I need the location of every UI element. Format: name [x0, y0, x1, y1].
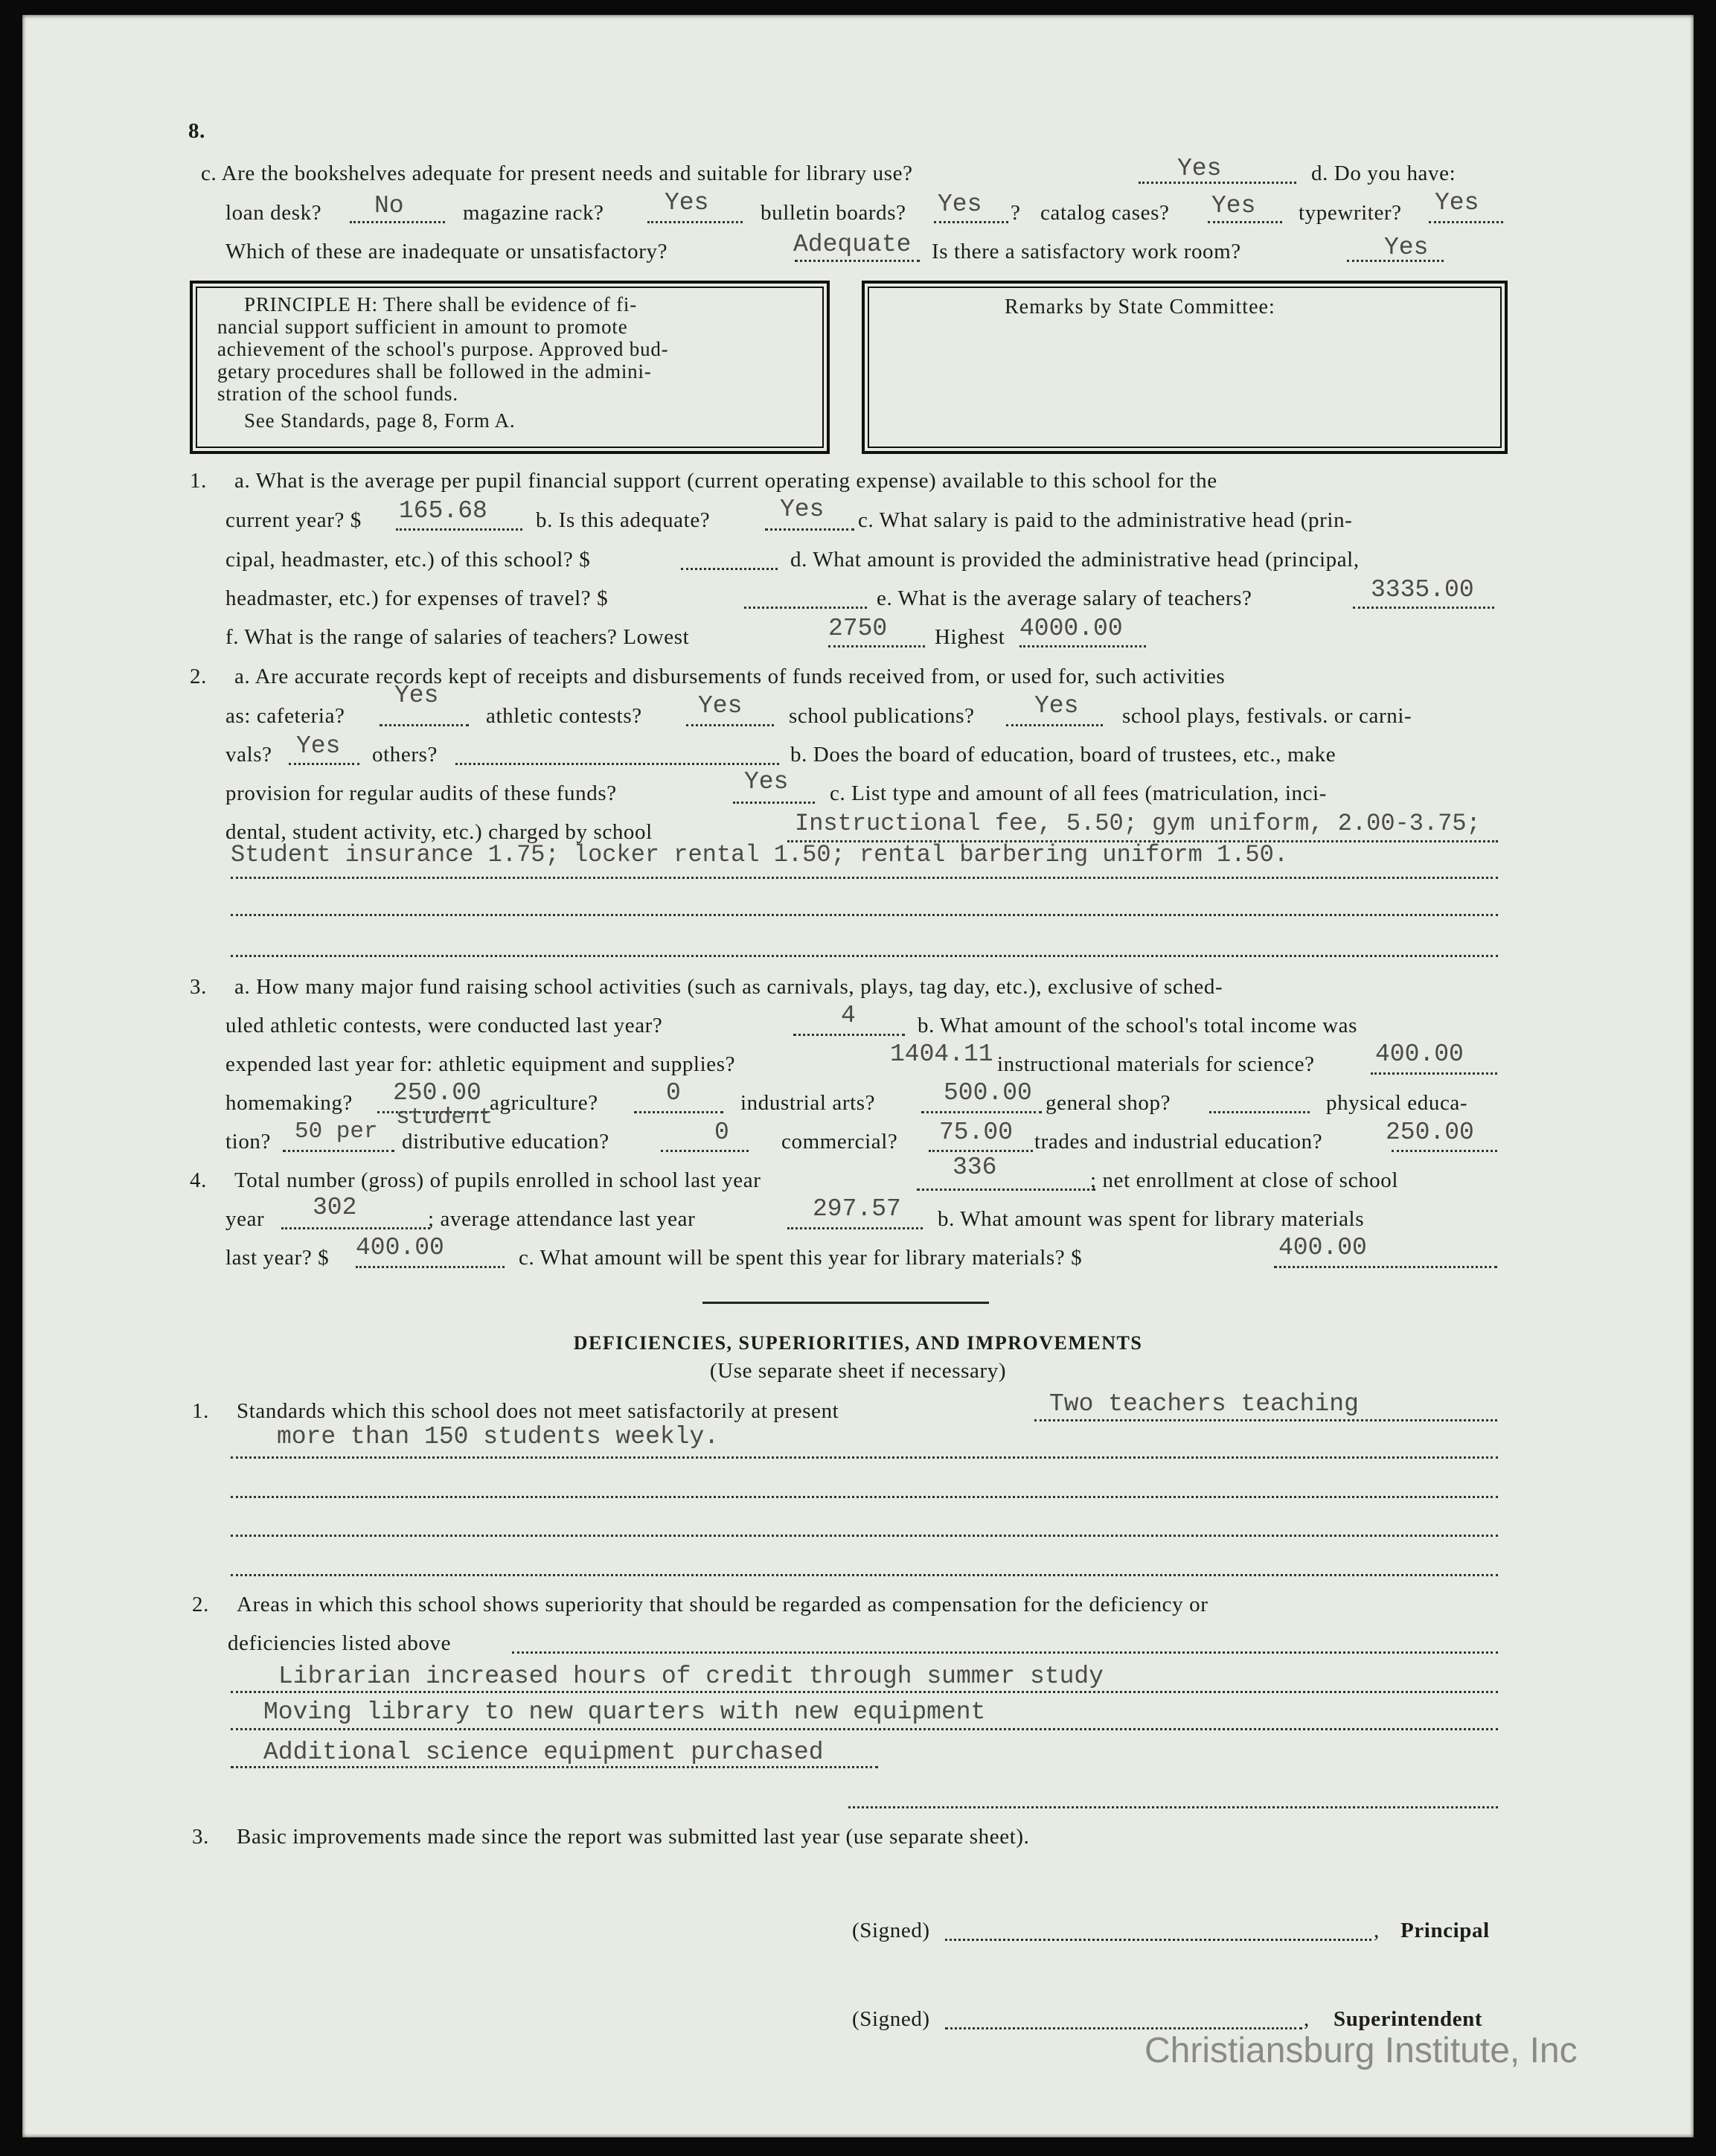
answer-line: [281, 1227, 430, 1229]
d1-num: 1.: [192, 1399, 209, 1423]
q3-num: 3.: [190, 975, 207, 999]
handwritten-answer: 4000.00: [1019, 615, 1123, 642]
handwritten-answer: 1404.11: [890, 1040, 993, 1068]
handwritten-answer: 500.00: [944, 1079, 1032, 1107]
q2-carnivals: vals?: [225, 743, 272, 767]
answer-line: [231, 877, 1498, 879]
answer-line: [828, 645, 925, 647]
answer-line: [1353, 607, 1494, 609]
answer-line: [231, 1574, 1498, 1576]
handwritten-answer: Instructional fee, 5.50; gym uniform, 2.00-3.75;: [795, 810, 1481, 837]
handwritten-answer: Yes: [665, 189, 709, 217]
answer-line: [1392, 1150, 1497, 1152]
q3-athletic-equip: expended last year for: athletic equipment and supplies?: [225, 1052, 736, 1076]
q2-audits: provision for regular audits of these funds?: [225, 781, 617, 805]
answer-line: [795, 260, 920, 262]
d2-text-b: deficiencies listed above: [228, 1631, 452, 1655]
q2-athletic: athletic contests?: [486, 704, 642, 728]
answer-line: [231, 1535, 1498, 1537]
answer-line: [921, 1111, 1042, 1113]
answer-line: [744, 607, 867, 609]
answer-line: [929, 1150, 1033, 1152]
answer-line: [231, 1456, 1498, 1459]
answer-line: [765, 528, 854, 531]
principle-line: PRINCIPLE H: There shall be evidence of fi-: [244, 293, 638, 316]
answer-line: [231, 955, 1498, 957]
handwritten-answer: 250.00: [393, 1079, 481, 1107]
d1-text: Standards which this school does not meet satisfactorily at present: [237, 1399, 839, 1423]
q4-this-year: c. What amount will be spent this year for library materials? $: [519, 1246, 1083, 1270]
q3-total-income: b. What amount of the school's total income was: [918, 1014, 1358, 1037]
deficiencies-subtitle: (Use separate sheet if necessary): [709, 1359, 1007, 1383]
principle-text: [217, 293, 805, 432]
answer-line: [733, 802, 815, 804]
answer-line: [787, 1227, 923, 1229]
answer-line: [231, 1691, 1498, 1693]
signed-label: (Signed): [852, 2007, 930, 2031]
q4-year: year: [225, 1207, 265, 1231]
bulletin-label: bulletin boards?: [761, 201, 906, 225]
d3-text: Basic improvements made since the report was submitted last year (use separate sheet).: [237, 1825, 1030, 1849]
handwritten-answer: 302: [313, 1194, 357, 1221]
handwritten-answer: student: [396, 1104, 493, 1130]
answer-line: [1034, 1419, 1497, 1421]
answer-line: [686, 724, 774, 726]
q2-cafeteria: as: cafeteria?: [225, 704, 345, 728]
principle-line: nancial support sufficient in amount to promote: [217, 316, 628, 338]
magazine-rack-label: magazine rack?: [463, 201, 604, 225]
answer-line: [661, 1150, 749, 1152]
handwritten-answer: 400.00: [1375, 1040, 1464, 1068]
handwritten-answer: Yes: [1435, 189, 1479, 217]
remarks-title: Remarks by State Committee:: [1005, 295, 1275, 319]
page-number: 8.: [188, 119, 205, 143]
q2-plays: school plays, festivals. or carni-: [1122, 704, 1412, 728]
q3-commercial: commercial?: [781, 1130, 898, 1154]
q3-distributive: distributive education?: [402, 1130, 609, 1154]
q2-charged: dental, student activity, etc.) charged by school: [225, 820, 653, 844]
handwritten-answer: No: [374, 192, 404, 220]
deficiencies-title: DEFICIENCIES, SUPERIORITIES, AND IMPROVEMENTS: [573, 1332, 1143, 1354]
comma: ,: [1374, 1919, 1380, 1942]
catalog-prefix: ?: [1011, 201, 1021, 225]
signature-line: [945, 2027, 1302, 2029]
principle-line: stration of the school funds.: [217, 383, 458, 405]
answer-line: [1209, 1111, 1310, 1113]
handwritten-answer: Yes: [744, 768, 789, 796]
handwritten-answer: 3335.00: [1371, 576, 1474, 604]
q3-science: instructional materials for science?: [997, 1052, 1315, 1076]
answer-line: [1006, 724, 1103, 726]
handwritten-answer: Yes: [1177, 155, 1222, 182]
answer-line: [634, 1111, 723, 1113]
q3-conducted: uled athletic contests, were conducted last year?: [225, 1014, 663, 1037]
q4-total-enrolled: Total number (gross) of pupils enrolled in school last year: [234, 1168, 761, 1192]
handwritten-answer: Yes: [1034, 692, 1079, 720]
signature-line: [945, 1939, 1371, 1941]
superintendent-label: Superintendent: [1334, 2007, 1483, 2031]
answer-line: [455, 763, 779, 765]
handwritten-answer: Yes: [296, 732, 341, 760]
handwritten-answer: 400.00: [356, 1234, 444, 1261]
answer-line: [1274, 1266, 1497, 1268]
answer-line: [283, 1150, 394, 1152]
handwritten-answer: Yes: [1384, 234, 1429, 261]
q3-trades: trades and industrial education?: [1034, 1130, 1323, 1154]
d3-num: 3.: [192, 1825, 209, 1849]
answer-line: [934, 221, 1008, 223]
signed-label: (Signed): [852, 1919, 930, 1942]
handwritten-answer: 4: [841, 1002, 856, 1029]
q4-num: 4.: [190, 1168, 207, 1192]
q2-board: b. Does the board of education, board of trustees, etc., make: [790, 743, 1336, 767]
q2-fees: c. List type and amount of all fees (matriculation, inci-: [830, 781, 1327, 805]
handwritten-answer: Yes: [938, 191, 982, 218]
q1-principal: cipal, headmaster, etc.) of this school? $: [225, 548, 591, 572]
q1-avg-salary: e. What is the average salary of teachers?: [877, 586, 1252, 610]
answer-line: [231, 1496, 1498, 1498]
loan-desk-label: loan desk?: [225, 201, 322, 225]
q1-salary-admin: c. What salary is paid to the administrative head (prin-: [858, 508, 1353, 532]
answer-line: [289, 763, 359, 765]
q1-num: 1.: [190, 469, 207, 493]
handwritten-answer: 0: [666, 1079, 681, 1107]
handwritten-answer: more than 150 students weekly.: [277, 1423, 720, 1450]
answer-line: [380, 724, 469, 726]
answer-line: [356, 1266, 505, 1268]
handwritten-answer: 336: [953, 1154, 997, 1181]
answer-line: [1019, 645, 1146, 647]
inadequate-label: Which of these are inadequate or unsatisfactory?: [225, 240, 668, 263]
answer-line: [350, 221, 445, 223]
q1-highest: Highest: [935, 625, 1005, 649]
q4-library-spent: b. What amount was spent for library materials: [938, 1207, 1365, 1231]
handwritten-answer: Two teachers teaching: [1049, 1390, 1359, 1418]
comma: ,: [1304, 2007, 1310, 2031]
answer-line: [647, 221, 743, 223]
answer-line: [1371, 1072, 1497, 1075]
handwritten-answer: Adequate: [793, 231, 912, 258]
q1-travel: headmaster, etc.) for expenses of travel? $: [225, 586, 609, 610]
q3-general-shop: general shop?: [1046, 1091, 1171, 1115]
q1-amount-admin: d. What amount is provided the administrative head (principal,: [790, 548, 1360, 572]
answer-line: [793, 1034, 905, 1036]
q1-adequate: b. Is this adequate?: [536, 508, 711, 532]
answer-line: [231, 1766, 878, 1768]
handwritten-answer: Yes: [394, 682, 439, 709]
section-divider: [702, 1302, 989, 1304]
handwritten-answer: 75.00: [939, 1119, 1014, 1146]
principle-line: getary procedures shall be followed in the admini-: [217, 360, 652, 383]
sec-d-label: d. Do you have:: [1311, 161, 1456, 185]
answer-line: [512, 1651, 1498, 1654]
sec-c-line1: c. Are the bookshelves adequate for present needs and suitable for library use?: [201, 161, 913, 185]
handwritten-answer: 400.00: [1278, 1234, 1367, 1261]
workroom-label: Is there a satisfactory work room?: [932, 240, 1241, 263]
principle-see: See Standards, page 8, Form A.: [244, 409, 516, 432]
principal-label: Principal: [1400, 1919, 1490, 1942]
handwritten-answer: Moving library to new quarters with new equipment: [263, 1698, 986, 1726]
handwritten-answer: Additional science equipment purchased: [263, 1738, 824, 1766]
q1-range-lowest: f. What is the range of salaries of teachers? Lowest: [225, 625, 690, 649]
answer-line: [231, 914, 1498, 916]
q3-agriculture: agriculture?: [490, 1091, 598, 1115]
answer-line: [231, 1728, 1498, 1730]
handwritten-answer: 297.57: [813, 1195, 901, 1223]
principle-line: achievement of the school's purpose. Approved bud-: [217, 338, 669, 360]
d2-num: 2.: [192, 1593, 209, 1616]
handwritten-answer: Yes: [1211, 192, 1256, 220]
q4-net-enrollment: ; net enrollment at close of school: [1090, 1168, 1399, 1192]
handwritten-answer: Yes: [780, 496, 825, 523]
q2-num: 2.: [190, 665, 207, 688]
answer-line: [1429, 221, 1503, 223]
typewriter-label: typewriter?: [1299, 201, 1402, 225]
watermark-text: Christiansburg Institute, Inc: [1144, 2031, 1578, 2070]
q3-physical-educa: physical educa-: [1326, 1091, 1468, 1115]
q1-line1: a. What is the average per pupil financial support (current operating expense) available to this school for the: [234, 469, 1217, 493]
handwritten-answer: 2750: [828, 615, 888, 642]
catalog-label: catalog cases?: [1040, 201, 1170, 225]
q4-attendance: ; average attendance last year: [428, 1207, 696, 1231]
q2-publications: school publications?: [789, 704, 975, 728]
handwritten-answer: 165.68: [399, 497, 487, 525]
q2-others: others?: [372, 743, 438, 767]
q3-line1: a. How many major fund raising school activities (such as carnivals, plays, tag day, etc.), exclusive of sched-: [234, 975, 1223, 999]
q3-industrial: industrial arts?: [740, 1091, 876, 1115]
handwritten-answer: 250.00: [1386, 1119, 1474, 1146]
handwritten-answer: Librarian increased hours of credit through summer study: [278, 1663, 1104, 1690]
d2-text: Areas in which this school shows superiority that should be regarded as compensation for the deficiency or: [237, 1593, 1208, 1616]
handwritten-answer: Student insurance 1.75; locker rental 1.50; rental barbering uniform 1.50.: [231, 841, 1289, 869]
answer-line: [848, 1806, 1498, 1808]
answer-line: [681, 568, 778, 570]
answer-line: [396, 528, 522, 531]
handwritten-answer: Yes: [698, 692, 743, 720]
q3-tion: tion?: [225, 1130, 271, 1154]
q2-line1: a. Are accurate records kept of receipts and disbursements of funds received from, or used for, such activities: [234, 665, 1226, 688]
q1-current-year: current year? $: [225, 508, 362, 532]
handwritten-answer: 50 per: [295, 1119, 378, 1145]
q4-last-year: last year? $: [225, 1246, 330, 1270]
answer-line: [1208, 221, 1282, 223]
q3-homemaking: homemaking?: [225, 1091, 353, 1115]
handwritten-answer: 0: [714, 1119, 729, 1146]
answer-line: [917, 1189, 1095, 1191]
